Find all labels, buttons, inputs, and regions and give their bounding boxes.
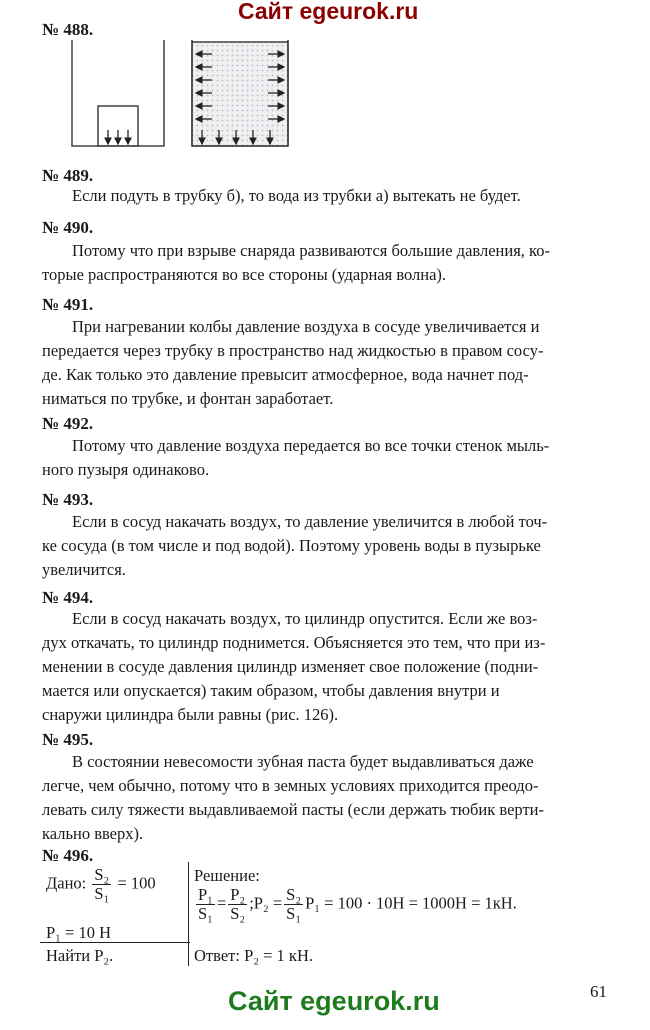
problem-491-text: При нагревании колбы давление воздуха в сосуде увеличивается и передается через трубку в пространство над жидкостью в правом сосу- де. Как только это давление превысит атмосферное, вода начнет под- ниматься по трубке, и фонтан заработает.	[42, 317, 544, 408]
watermark-top: Сайт egeurok.ru	[238, 0, 419, 24]
given-label: Дано:	[46, 873, 87, 893]
problem-490-text: Потому что при взрыве снаряда развиваются большие давления, ко- торые распространяются во все стороны (ударная волна).	[42, 241, 550, 284]
solution-divider	[188, 862, 189, 966]
problem-495-number: № 495.	[42, 730, 94, 749]
problem-494-number: № 494.	[42, 588, 94, 607]
left-vessel	[72, 40, 164, 146]
right-vessel	[192, 40, 288, 146]
problem-490-number: № 490.	[42, 218, 94, 237]
solution-formula: $\frac{\text{P₁}}{\text{S₁}}$ = $\frac{\text{P₂}}{\text{S₂}}$ ;P₂ = $\frac{\text{S₂}}{\text{S₁}}$ P₁ = 100 · 10Н = 1000Н = 1кН.	[198, 885, 517, 923]
page-number: 61	[590, 982, 607, 1001]
problem-492-number: № 492.	[42, 414, 94, 433]
problem-491-number: № 491.	[42, 295, 94, 314]
figure-488	[60, 38, 300, 150]
given-block	[46, 866, 156, 903]
problem-493-number: № 493.	[42, 490, 94, 509]
given-divider	[40, 942, 190, 943]
problem-493-text: Если в сосуд накачать воздух, то давление увеличится в любой точ- ке сосуда (в том числе и под водой). Поэтому уровень воды в пузырьке увеличится.	[42, 512, 548, 579]
problem-496-number: № 496.	[42, 846, 94, 865]
given-ratio: $\frac{\text{S₂}}{\text{S₁}}$	[94, 865, 110, 903]
answer: Ответ: P₂ = 1 кН.	[194, 946, 313, 965]
problem-489-text: Если подуть в трубку б), то вода из трубки а) вытекать не будет.	[72, 186, 521, 205]
solution-label: Решение:	[194, 866, 260, 885]
problem-492-text: Потому что давление воздуха передается во все точки стенок мыль- ного пузыря одинаково.	[42, 436, 550, 479]
find-p2: Найти P₂.	[46, 946, 114, 965]
given-ratio-value: = 100	[117, 873, 156, 893]
given-p1: P₁ = 10 Н	[46, 923, 112, 942]
watermark-bottom: Сайт egeurok.ru	[228, 986, 440, 1016]
problem-489-number: № 489.	[42, 166, 94, 185]
problem-488-number: № 488.	[42, 20, 94, 39]
problem-494-text: Если в сосуд накачать воздух, то цилиндр опустится. Если же воз- дух откачать, то цилиндр поднимется. Объясняется это тем, что при из- менении в сосуде давления цилиндр изменяет свое положение (подни- мается или опускается) таким образом, чтобы давления внутри и снаружи цилиндра были равны (рис. 126).	[42, 609, 546, 724]
problem-495-text: В состоянии невесомости зубная паста будет выдавливаться даже легче, чем обычно, потому что в земных условиях приходится преодо- левать силу тяжести выдавливаемой пасты (если держать тюбик верти- кально вверх).	[42, 752, 544, 843]
